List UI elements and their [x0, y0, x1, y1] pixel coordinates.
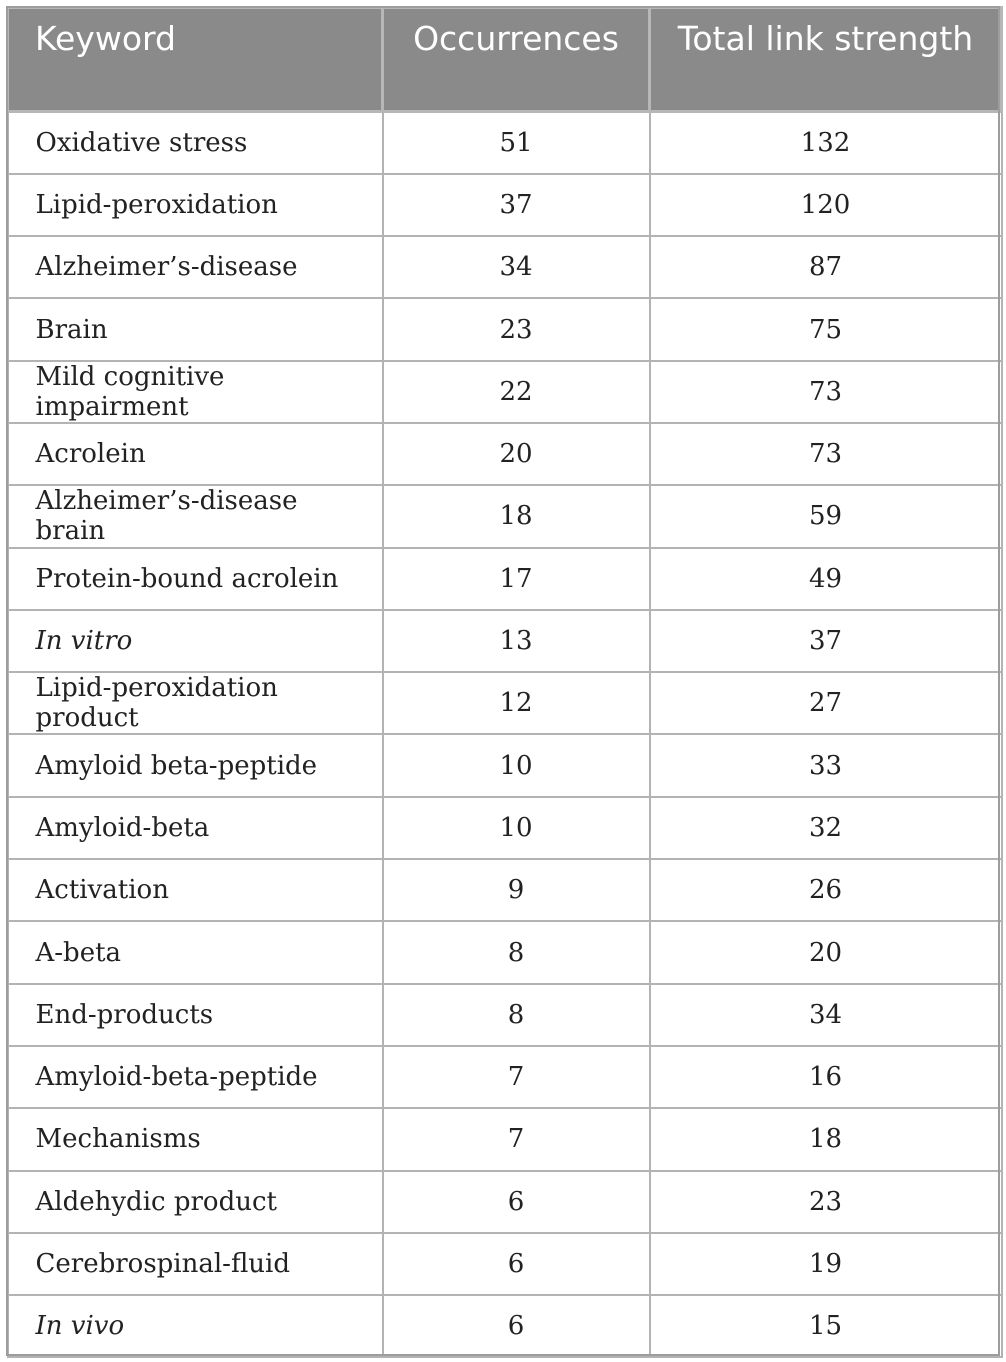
keyword-cell: Amyloid beta-peptide: [8, 734, 383, 796]
keyword-cell: Amyloid-beta-peptide: [8, 1046, 383, 1108]
occurrences-cell: 12: [383, 672, 650, 734]
total-link-strength-cell: 49: [650, 548, 1002, 610]
keyword-cell: Protein-bound acrolein: [8, 548, 383, 610]
keyword-cell: In vivo: [8, 1295, 383, 1357]
total-link-strength-cell: 73: [650, 361, 1002, 423]
occurrences-cell: 6: [383, 1171, 650, 1233]
keyword-cell: End-products: [8, 984, 383, 1046]
table-row: [8, 984, 1002, 1046]
keyword-cell: A-beta: [8, 921, 383, 983]
occurrences-cell: 7: [383, 1108, 650, 1170]
keyword-cell: Oxidative stress: [8, 112, 383, 174]
total-link-strength-cell: 73: [650, 423, 1002, 485]
keyword-cell: In vitro: [8, 610, 383, 672]
table-row: [8, 734, 1002, 796]
occurrences-cell: 7: [383, 1046, 650, 1108]
occurrences-cell: 34: [383, 236, 650, 298]
keyword-cell: Mechanisms: [8, 1108, 383, 1170]
table-row: [8, 1295, 1002, 1357]
occurrences-cell: 8: [383, 921, 650, 983]
total-link-strength-cell: 23: [650, 1171, 1002, 1233]
occurrences-cell: 51: [383, 112, 650, 174]
table-header: [8, 8, 1002, 112]
total-link-strength-cell: 75: [650, 298, 1002, 360]
keyword-cell: Brain: [8, 298, 383, 360]
total-link-strength-cell: 26: [650, 859, 1002, 921]
keyword-cell: Cerebrospinal-fluid: [8, 1233, 383, 1295]
occurrences-cell: 17: [383, 548, 650, 610]
table-row: [8, 1046, 1002, 1108]
total-link-strength-cell: 27: [650, 672, 1002, 734]
total-link-strength-cell: 15: [650, 1295, 1002, 1357]
keyword-cell: Alzheimer’s-disease brain: [8, 485, 383, 547]
keyword-cell: Mild cognitive impairment: [8, 361, 383, 423]
keyword-cell: Acrolein: [8, 423, 383, 485]
header-keyword: Keyword: [8, 8, 383, 112]
header-occurrences: Occurrences: [383, 8, 650, 112]
keyword-cell: Aldehydic product: [8, 1171, 383, 1233]
table-row: [8, 797, 1002, 859]
occurrences-cell: 10: [383, 797, 650, 859]
occurrences-cell: 6: [383, 1233, 650, 1295]
table-body: [8, 112, 1002, 1358]
total-link-strength-cell: 20: [650, 921, 1002, 983]
header-row: [8, 8, 1002, 112]
keyword-cell: Activation: [8, 859, 383, 921]
table-row: [8, 672, 1002, 734]
keyword-cell: Lipid-peroxidation product: [8, 672, 383, 734]
keyword-cell: Alzheimer’s-disease: [8, 236, 383, 298]
total-link-strength-cell: 37: [650, 610, 1002, 672]
occurrences-cell: 18: [383, 485, 650, 547]
occurrences-cell: 13: [383, 610, 650, 672]
table-row: [8, 485, 1002, 547]
occurrences-cell: 10: [383, 734, 650, 796]
total-link-strength-cell: 16: [650, 1046, 1002, 1108]
total-link-strength-cell: 19: [650, 1233, 1002, 1295]
table-row: [8, 921, 1002, 983]
table-row: [8, 361, 1002, 423]
occurrences-cell: 8: [383, 984, 650, 1046]
total-link-strength-cell: 87: [650, 236, 1002, 298]
table-row: [8, 423, 1002, 485]
table-row: [8, 1233, 1002, 1295]
occurrences-cell: 23: [383, 298, 650, 360]
table-row: [8, 112, 1002, 174]
table-row: [8, 236, 1002, 298]
occurrences-cell: 20: [383, 423, 650, 485]
occurrences-cell: 6: [383, 1295, 650, 1357]
table-row: [8, 1108, 1002, 1170]
total-link-strength-cell: 59: [650, 485, 1002, 547]
total-link-strength-cell: 34: [650, 984, 1002, 1046]
keyword-table: [6, 6, 1003, 1358]
table-row: [8, 1171, 1002, 1233]
total-link-strength-cell: 32: [650, 797, 1002, 859]
header-total-link-strength: Total link strength: [650, 8, 1002, 112]
table-row: [8, 548, 1002, 610]
keyword-cell: Amyloid-beta: [8, 797, 383, 859]
occurrences-cell: 9: [383, 859, 650, 921]
table-row: [8, 610, 1002, 672]
total-link-strength-cell: 132: [650, 112, 1002, 174]
keyword-cell: Lipid-peroxidation: [8, 174, 383, 236]
total-link-strength-cell: 18: [650, 1108, 1002, 1170]
total-link-strength-cell: 33: [650, 734, 1002, 796]
table-row: [8, 298, 1002, 360]
table-row: [8, 174, 1002, 236]
table-row: [8, 859, 1002, 921]
total-link-strength-cell: 120: [650, 174, 1002, 236]
occurrences-cell: 37: [383, 174, 650, 236]
occurrences-cell: 22: [383, 361, 650, 423]
